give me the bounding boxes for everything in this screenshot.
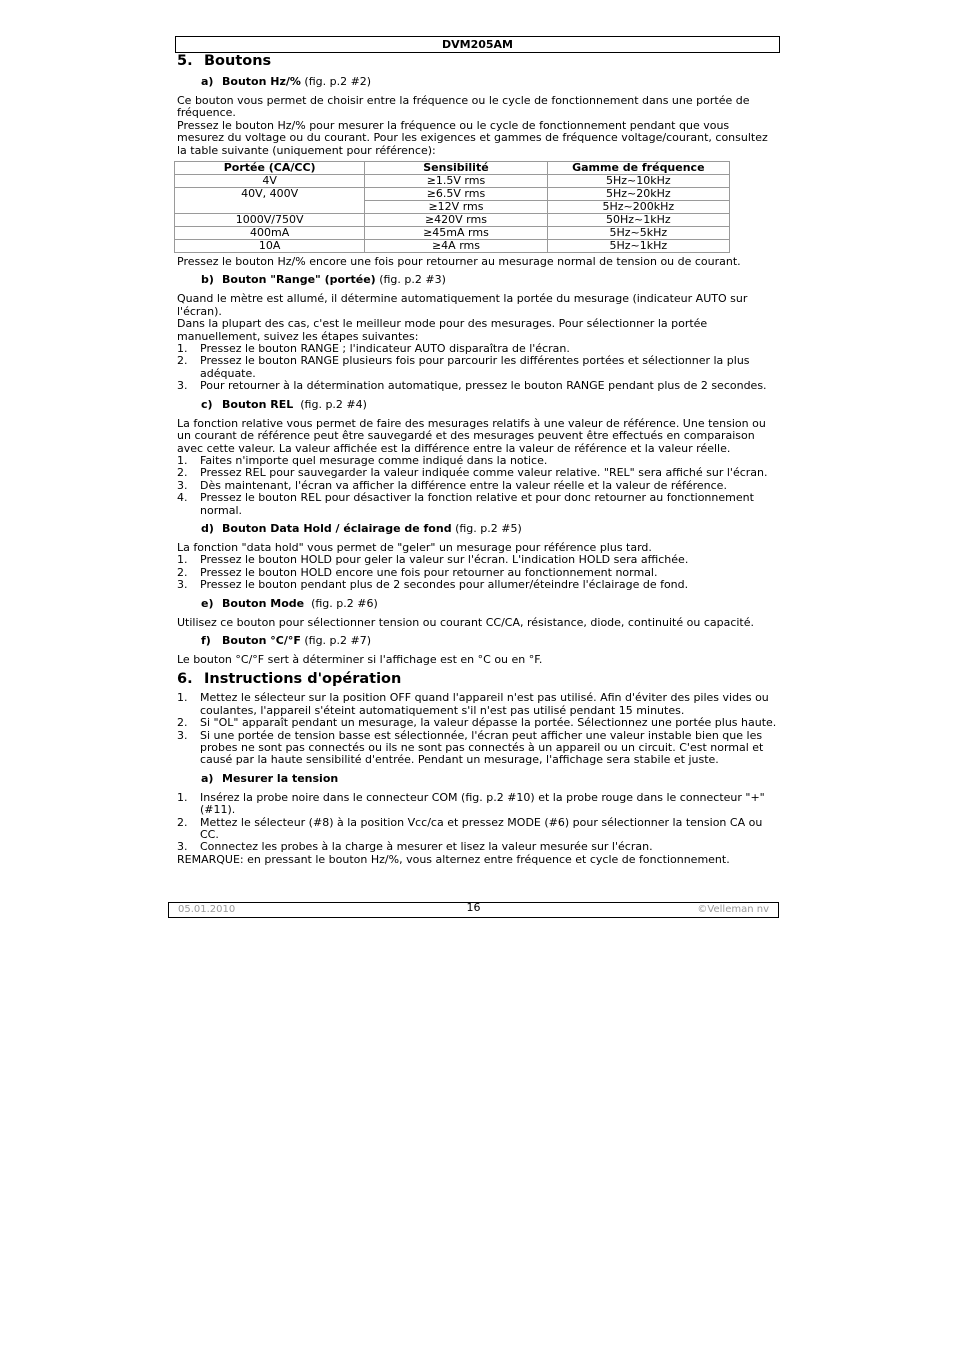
item-text: Pressez le bouton HOLD pour geler la valeur sur l'écran. L'indication HOLD sera affichée. [200,553,689,567]
page-footer [168,902,779,918]
table-cell: ≥6.5V rms [365,188,547,201]
item-text: Pressez REL pour sauvegarder la valeur indiquée comme valeur relative. "REL" sera affiché sur l'écran. [200,466,768,480]
item-text: Insérez la probe noire dans le connecteur COM (fig. p.2 #10) et la probe rouge dans le connecteur "+" (#11). [200,790,765,817]
subsection-e-heading [201,598,777,610]
item-number: 2. [177,815,188,829]
table-cell: 400mA [175,227,365,240]
item-number: 1. [177,553,188,567]
column-header: Portée (CA/CC) [175,162,365,175]
figure-ref: (fig. p.2 #4) [293,397,367,411]
subsection-letter: a) [201,771,214,785]
item-text: Pour retourner à la détermination automatique, pressez le bouton RANGE pendant plus de 2 secondes. [200,379,767,393]
item-text: Faites n'importe quel mesurage comme indiqué dans la notice. [200,453,548,467]
numbered-list [177,792,777,854]
subsection-letter: b) [201,273,214,287]
list-item [177,380,777,392]
item-number: 4. [177,491,188,505]
item-text: Pressez le bouton HOLD encore une fois pour retourner au fonctionnement normal. [200,565,658,579]
section-6-heading [177,670,777,688]
subsection-letter: c) [201,397,213,411]
item-number: 3. [177,478,188,492]
table-cell: 5Hz~1kHz [547,240,729,253]
subsection-title: Bouton Mode [222,596,305,610]
numbered-list [177,692,777,766]
table-cell: 5Hz~20kHz [547,188,729,201]
subsection-title: Bouton Hz/% [222,75,301,88]
table-cell: ≥45mA rms [365,227,547,240]
list-item [177,817,777,842]
item-number: 3. [177,840,188,854]
table-cell: ≥420V rms [365,214,547,227]
column-header: Sensibilité [365,162,547,175]
section-title: Instructions d'opération [204,671,402,688]
column-header: Gamme de fréquence [547,162,729,175]
table-cell: 5Hz~5kHz [547,227,729,240]
footer-date: 05.01.2010 [178,904,236,915]
list-item [177,792,777,817]
remark-paragraph: REMARQUE: en pressant le bouton Hz/%, vous alternez entre fréquence et cycle de fonctionnement. [177,852,730,866]
item-text: Connectez les probes à la charge à mesurer et lisez la valeur mesurée sur l'écran. [200,840,653,854]
paragraph: La fonction relative vous permet de faire des mesurages relatifs à une valeur de référence. Une tension ou un courant de référence peut être sauvegardé et des mesurages peuvent être effectués en comparaison avec cette valeur. La valeur affichée est la différence entre la valeur de référence et la valeur réelle. [177,416,766,455]
section-5-heading [177,52,777,70]
item-text: Mettez le sélecteur (#8) à la position Vcc/ca et pressez MODE (#6) pour sélectionner la tension CA ou CC. [200,815,763,842]
item-text: Si "OL" apparaît pendant un mesurage, la valeur dépasse la portée. Sélectionnez une portée plus haute. [200,716,777,730]
table-cell: ≥1.5V rms [365,175,547,188]
table-header-row [175,162,730,175]
item-number: 1. [177,790,188,804]
item-number: 2. [177,466,188,480]
paragraph: Quand le mètre est allumé, il détermine automatiquement la portée du mesurage (indicateur AUTO sur l'écran). [177,292,748,318]
paragraph: Le bouton °C/°F sert à déterminer si l'affichage est en °C ou en °F. [177,652,543,666]
paragraph: Ce bouton vous permet de choisir entre la fréquence ou le cycle de fonctionnement dans une portée de fréquence. [177,94,750,120]
list-item [177,492,777,517]
numbered-list [177,554,777,591]
footer-copyright: ©Velleman nv [697,904,769,915]
list-item [177,579,777,591]
figure-ref: (fig. p.2 #5) [451,521,522,535]
item-text: Mettez le sélecteur sur la position OFF quand l'appareil n'est pas utilisé. Afin d'éviter des piles vides ou coulantes, l'appareil s'éteint automatiquement s'il n'est pas utilisé pendant 15 minutes. [200,691,769,717]
subsection-6a-heading [201,773,777,785]
subsection-letter: e) [201,596,214,610]
table-cell: 40V, 400V [175,188,365,214]
list-item [177,355,777,380]
page-number: 16 [466,901,481,914]
subsection-title: Bouton °C/°F [222,633,301,647]
paragraph: Pressez le bouton Hz/% encore une fois pour retourner au mesurage normal de tension ou de courant. [177,255,741,269]
numbered-list [177,455,777,517]
page-content [177,52,777,866]
figure-ref: (fig. p.2 #6) [304,596,378,610]
item-number: 1. [177,342,188,356]
page-header-model: DVM205AM [175,36,780,53]
table-cell: 5Hz~10kHz [547,175,729,188]
figure-ref: (fig. p.2 #3) [375,273,446,287]
numbered-list [177,343,777,393]
item-number: 1. [177,691,188,705]
subsection-title: Bouton REL [222,397,294,411]
subsection-title: Mesurer la tension [222,771,339,785]
list-item [177,841,777,853]
item-number: 2. [177,565,188,579]
table-cell: 50Hz~1kHz [547,214,729,227]
subsection-title: Bouton Data Hold / éclairage de fond [222,521,452,535]
item-number: 2. [177,716,188,730]
table-cell: 10A [175,240,365,253]
table-row [175,188,730,201]
subsection-b-heading [201,274,777,286]
list-item [177,692,777,717]
frequency-table [174,161,730,253]
paragraph: Dans la plupart des cas, c'est le meilleur mode pour des mesurages. Pour sélectionner la portée manuellement, suivez les étapes suivantes: [177,317,708,343]
section-title: Boutons [204,53,272,69]
item-text: Pressez le bouton pendant plus de 2 secondes pour allumer/éteindre l'éclairage de fond. [200,578,689,592]
paragraph: Pressez le bouton Hz/% pour mesurer la fréquence ou le cycle de fonctionnement pendant que vous mesurez du voltage ou du courant. Pour les exigences et gammes de fréquence voltage/courant, consultez la table suivante (uniquement pour référence): [177,118,768,157]
table-cell: 5Hz~200kHz [547,201,729,214]
subsection-letter: a) [201,75,214,88]
paragraph: La fonction "data hold" vous permet de "geler" un mesurage pour référence plus tard. [177,540,652,554]
table-row [175,240,730,253]
figure-ref: (fig. p.2 #2) [300,75,372,88]
subsection-a-heading [201,76,777,88]
section-number: 6. [177,671,193,688]
subsection-letter: f) [201,633,211,647]
figure-ref: (fig. p.2 #7) [300,633,372,647]
table-row [175,214,730,227]
item-text: Pressez le bouton REL pour désactiver la fonction relative et pour donc retourner au fonctionnement normal. [200,491,754,517]
item-number: 3. [177,728,188,742]
subsection-letter: d) [201,521,214,535]
item-number: 1. [177,453,188,467]
item-text: Pressez le bouton RANGE ; l'indicateur AUTO disparaîtra de l'écran. [200,342,570,356]
subsection-c-heading [201,399,777,411]
item-number: 3. [177,578,188,592]
subsection-f-heading [201,635,777,647]
table-row [175,175,730,188]
table-cell: 1000V/750V [175,214,365,227]
item-number: 2. [177,354,188,368]
table-cell: 4V [175,175,365,188]
item-number: 3. [177,379,188,393]
table-cell: ≥12V rms [365,201,547,214]
subsection-title: Bouton "Range" (portée) [222,273,376,287]
table-cell: ≥4A rms [365,240,547,253]
item-text: Pressez le bouton RANGE plusieurs fois pour parcourir les différentes portées et sélectionner la plus adéquate. [200,354,750,380]
item-text: Si une portée de tension basse est sélectionnée, l'écran peut afficher une valeur instable bien que les probes ne sont pas connectés ou ils ne sont pas connectés à un appareil ou un circuit. C'est normal et causé par la haute sensibilité d'entrée. Pendant un mesurage, l'affichage sera stabile et juste. [200,728,764,767]
item-text: Dès maintenant, l'écran va afficher la différence entre la valeur réelle et la valeur de référence. [200,478,727,492]
list-item [177,730,777,767]
table-row [175,227,730,240]
paragraph: Utilisez ce bouton pour sélectionner tension ou courant CC/CA, résistance, diode, continuité ou capacité. [177,615,755,629]
subsection-d-heading [201,523,777,535]
section-number: 5. [177,53,193,69]
